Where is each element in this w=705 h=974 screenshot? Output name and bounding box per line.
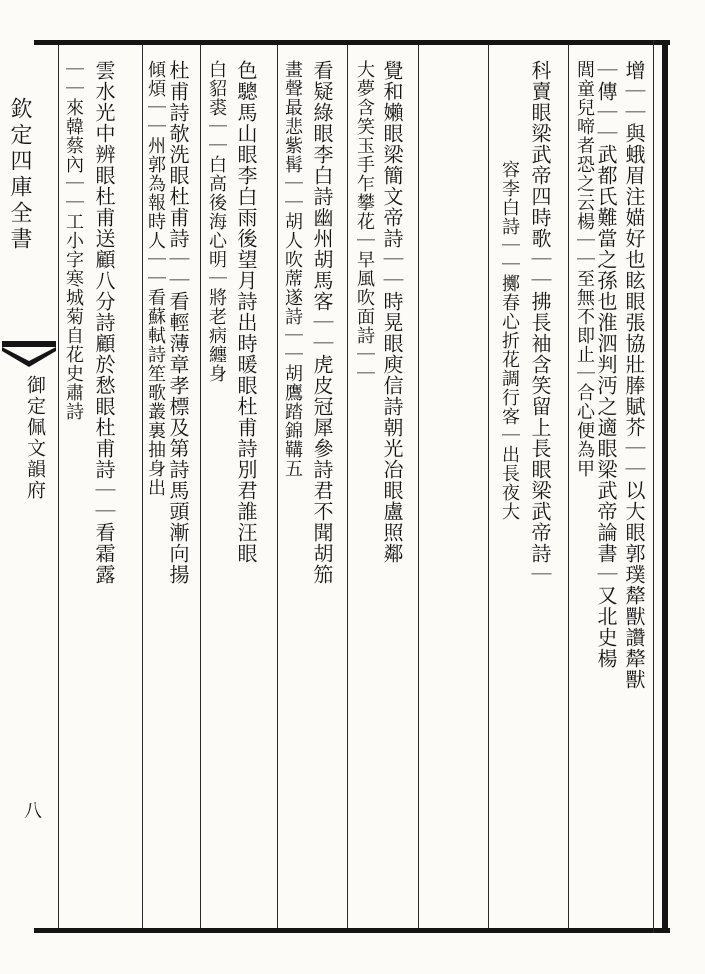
frame-bottom-border — [34, 928, 670, 933]
text-column: 增｜｜與蛾眉注媌好也眩眼張協壯䏾賦芥｜｜以大眼郭璞犛獸讚犛獸 — [622, 60, 646, 690]
page-margin — [0, 45, 58, 928]
frame-top-border — [34, 40, 670, 45]
column-divider — [488, 45, 489, 928]
margin-book-title: 御定佩文韻府 — [24, 375, 46, 501]
text-column: 科賣眼梁武帝四時歌｜｜拂長袖含笑留上長眼梁武帝詩｜ — [528, 60, 552, 585]
margin-collection-title: 欽定四庫全書 — [7, 97, 32, 253]
text-column: 雲水光中辨眼杜甫送顧八分詩顧於愁眼杜甫詩｜｜看霜露 — [92, 60, 116, 585]
column-divider — [347, 45, 348, 928]
column-divider — [418, 45, 419, 928]
column-divider — [200, 45, 201, 928]
text-column: ｜傳｜｜武都氏難當之孫也淮泗判沔之適眼梁武帝論書｜又北史楊 — [594, 60, 618, 669]
column-divider — [277, 45, 278, 928]
column-divider — [58, 45, 59, 928]
column-divider — [568, 45, 569, 928]
text-column: 閭童兒啼者恐之云楊｜｜至無不即止｜合心便為甲 — [574, 60, 595, 478]
text-column: ｜｜來韓蔡內｜｜工小字寒城菊自花史肅詩 — [63, 60, 84, 421]
text-column: 杜甫詩欹洗眼杜甫詩｜｜看輕薄章孝標及第詩馬頭漸向揚 — [166, 60, 190, 585]
text-column: 覺和嬾眼梁簡文帝詩｜｜時晃眼庾信詩朝光冶眼盧照鄰 — [380, 60, 404, 564]
text-column: 看疑綠眼李白詩幽州胡馬客｜｜虎皮冠犀參詩君不聞胡笳 — [310, 60, 334, 585]
column-divider — [142, 45, 143, 928]
text-column: 傾煩｜｜州郭為報時人｜｜看蘇軾詩笙歌叢裏抽身出 — [145, 60, 166, 497]
text-column: 畫聲最悲紫髯｜｜胡人吹蓆遂詩｜｜胡鷹踏錦鞲五 — [282, 60, 303, 478]
text-column: 白貂裘｜｜白高後海心明｜將老病纏身 — [206, 60, 227, 383]
frame-right-border — [662, 40, 668, 933]
text-column: 容李白詩｜｜擲春心折花調行客｜出長夜大 — [499, 160, 520, 521]
margin-page-number: 八 — [21, 801, 42, 819]
text-column: 大夢含笑玉手乍攀花｜早風吹面詩｜｜ — [354, 60, 375, 383]
text-column: 色驄馬山眼李白雨後望月詩出時暖眼杜甫詩別君誰汪眼 — [234, 60, 258, 564]
fish-tail-icon — [2, 341, 56, 367]
frame-inner-rule — [653, 40, 654, 933]
